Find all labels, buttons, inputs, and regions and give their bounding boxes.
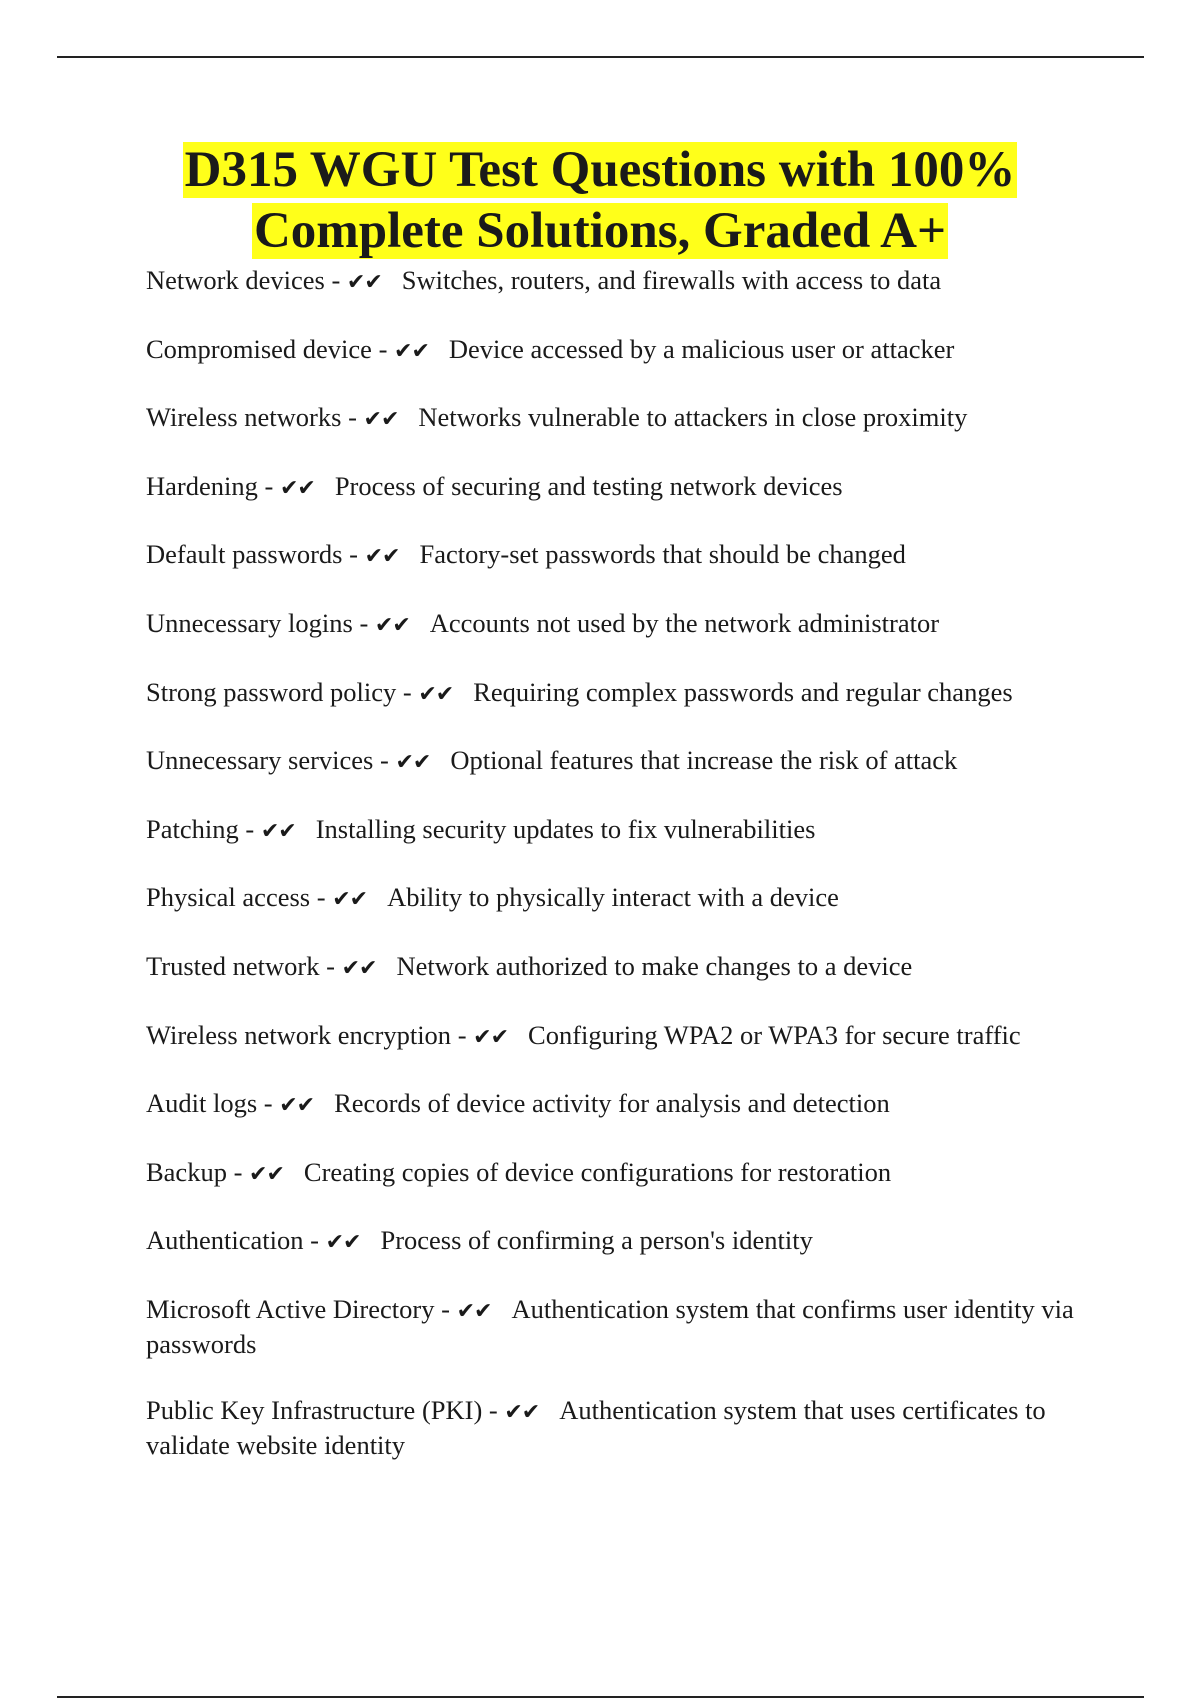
separator: - (341, 402, 364, 433)
definition: Process of securing and testing network devices (334, 470, 843, 501)
list-item (146, 744, 1096, 779)
separator: - (373, 745, 396, 776)
term: Backup (146, 1156, 227, 1187)
double-check-icon: ✔✔ (249, 1161, 284, 1187)
list-item (146, 881, 1096, 916)
definition: Accounts not used by the network administrator (429, 607, 940, 638)
title-line-1: D315 WGU Test Questions with 100% (184, 142, 1016, 198)
separator: - (324, 265, 347, 295)
separator: - (434, 1293, 457, 1324)
separator: - (396, 676, 419, 707)
term: Wireless networks (146, 402, 342, 433)
separator: - (310, 882, 333, 913)
separator: - (303, 1225, 326, 1256)
double-check-icon: ✔✔ (504, 1399, 540, 1425)
term: Wireless network encryption (146, 1019, 452, 1050)
separator: - (342, 539, 365, 570)
double-check-icon: ✔✔ (279, 1093, 315, 1119)
term: Hardening (146, 470, 258, 501)
list-item (146, 813, 1096, 848)
double-check-icon: ✔✔ (364, 544, 400, 570)
list-item (146, 1293, 1096, 1360)
definition: Network authorized to make changes to a device (396, 950, 913, 981)
double-check-icon: ✔✔ (341, 955, 377, 981)
separator: - (238, 813, 261, 844)
separator: - (257, 1088, 280, 1119)
list-item (146, 333, 1096, 368)
definition: Optional features that increase the risk of attack (450, 745, 958, 776)
double-check-icon: ✔✔ (418, 681, 454, 707)
top-rule (57, 56, 1144, 58)
definition: Installing security updates to fix vulnerabilities (315, 813, 816, 844)
double-check-icon: ✔✔ (260, 818, 296, 844)
definition: Records of device activity for analysis and detection (334, 1088, 890, 1119)
definition: Creating copies of device configurations for restoration (303, 1156, 892, 1187)
separator: - (226, 1156, 250, 1187)
term: Public Key Infrastructure (PKI) (146, 1394, 483, 1425)
flashcard-list (146, 264, 1096, 1494)
list-item (146, 676, 1096, 711)
double-check-icon: ✔✔ (394, 338, 429, 364)
bottom-rule (57, 1696, 1144, 1698)
list-item (146, 264, 1096, 299)
term: Trusted network (146, 950, 320, 981)
term: Patching (146, 813, 239, 844)
term: Authentication (146, 1225, 304, 1256)
definition: Device accessed by a malicious user or attacker (448, 333, 955, 364)
double-check-icon: ✔✔ (473, 1024, 509, 1050)
separator: - (352, 607, 375, 638)
double-check-icon: ✔✔ (332, 887, 368, 913)
term: Microsoft Active Directory (146, 1293, 435, 1324)
definition: Networks vulnerable to attackers in close proximity (418, 402, 968, 433)
list-item (146, 1156, 1096, 1191)
term: Default passwords (146, 539, 343, 570)
title-line-2: Complete Solutions, Graded A+ (253, 203, 947, 259)
list-item (146, 607, 1096, 642)
term: Network devices (146, 265, 325, 295)
list-item (146, 470, 1096, 505)
list-item (146, 1019, 1096, 1054)
double-check-icon: ✔✔ (395, 750, 431, 776)
list-item (146, 950, 1096, 985)
separator: - (371, 333, 395, 364)
term: Physical access (146, 882, 311, 913)
list-item (146, 538, 1096, 573)
term: Compromised device (146, 333, 372, 364)
definition: Switches, routers, and firewalls with access to data (401, 265, 942, 295)
double-check-icon: ✔✔ (363, 407, 399, 433)
separator: - (482, 1394, 505, 1425)
definition: Process of confirming a person's identity (380, 1225, 813, 1256)
term: Audit logs (146, 1088, 258, 1119)
list-item (146, 1087, 1096, 1122)
double-check-icon: ✔✔ (374, 612, 410, 638)
term: Strong password policy (146, 676, 397, 707)
separator: - (257, 470, 280, 501)
definition: Authentication system that uses certificates to validate website identity (146, 1394, 1046, 1460)
definition: Requiring complex passwords and regular changes (473, 676, 1013, 707)
double-check-icon: ✔✔ (346, 270, 382, 295)
definition: Factory-set passwords that should be changed (419, 539, 906, 570)
double-check-icon: ✔✔ (325, 1230, 361, 1256)
list-item (146, 401, 1096, 436)
list-item (146, 1224, 1096, 1259)
term: Unnecessary services (146, 745, 374, 776)
double-check-icon: ✔✔ (456, 1298, 492, 1324)
definition: Authentication system that confirms user identity via passwords (146, 1293, 1074, 1359)
page-title (0, 140, 1200, 262)
definition: Configuring WPA2 or WPA3 for secure traffic (528, 1019, 1021, 1050)
definition: Ability to physically interact with a device (387, 882, 839, 913)
separator: - (451, 1019, 474, 1050)
double-check-icon: ✔✔ (279, 475, 315, 501)
term: Unnecessary logins (146, 607, 353, 638)
list-item (146, 1394, 1096, 1461)
separator: - (319, 950, 342, 981)
